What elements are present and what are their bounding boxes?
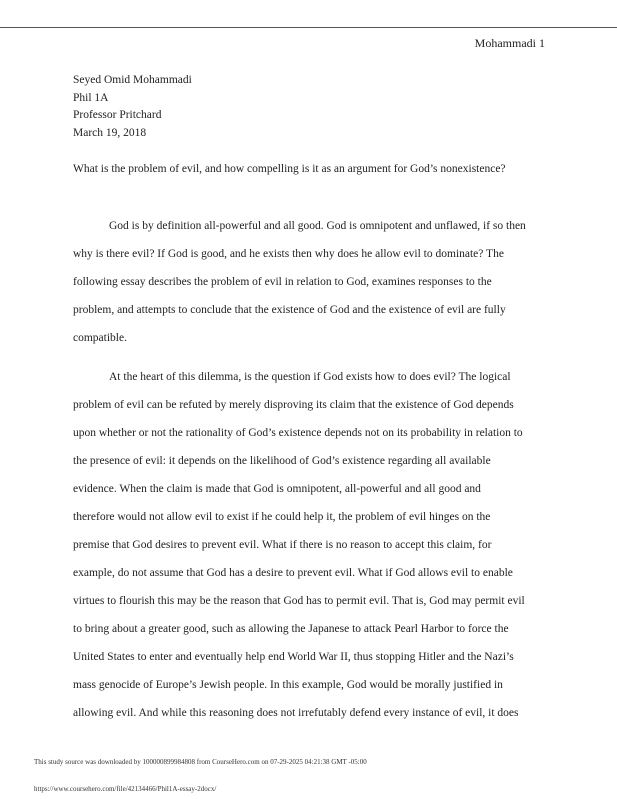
essay-question: What is the problem of evil, and how compelling is it as an argument for God’s nonexistence? bbox=[73, 163, 506, 175]
top-rule bbox=[0, 27, 617, 28]
mla-heading bbox=[73, 72, 192, 142]
paragraph-line: God is by definition all-powerful and all good. God is omnipotent and unflawed, if so then bbox=[109, 220, 526, 232]
running-header: Mohammadi 1 bbox=[474, 36, 545, 50]
paragraph-line: United States to enter and eventually help end World War II, thus stopping Hitler and the Nazi’s bbox=[73, 651, 514, 663]
paragraph-line: therefore would not allow evil to exist if he could help it, the problem of evil hinges on the bbox=[73, 511, 491, 523]
paragraph-1 bbox=[73, 212, 547, 352]
paragraph-line: evidence. When the claim is made that God is omnipotent, all-powerful and all good and bbox=[73, 483, 481, 495]
paragraph-line: allowing evil. And while this reasoning does not irrefutably defend every instance of evil, it does bbox=[73, 707, 519, 719]
download-notice: This study source was downloaded by 100000899984808 from CourseHero.com on 07-29-2025 04:21:38 GMT -05:00 bbox=[34, 758, 367, 766]
paragraph-line: At the heart of this dilemma, is the question if God exists how to does evil? The logical bbox=[109, 371, 511, 383]
author-name: Seyed Omid Mohammadi bbox=[73, 74, 192, 86]
paragraph-line: problem of evil can be refuted by merely disproving its claim that the existence of God depends bbox=[73, 399, 514, 411]
paragraph-line: premise that God desires to prevent evil. What if there is no reason to accept this claim, for bbox=[73, 539, 492, 551]
paragraph-2 bbox=[73, 363, 547, 727]
paragraph-line: upon whether or not the rationality of God’s existence depends not on its probability in relation to bbox=[73, 427, 523, 439]
paragraph-line: the presence of evil: it depends on the likelihood of God’s existence regarding all available bbox=[73, 455, 491, 467]
essay-date: March 19, 2018 bbox=[73, 126, 147, 139]
paragraph-line: following essay describes the problem of evil in relation to God, examines responses to the bbox=[73, 276, 492, 288]
source-url: https://www.coursehero.com/file/42134466/Phil1A-essay-2docx/ bbox=[34, 785, 217, 793]
paragraph-line: problem, and attempts to conclude that the existence of God and the existence of evil are fully bbox=[73, 304, 506, 316]
professor-name: Professor Pritchard bbox=[73, 109, 162, 121]
paragraph-line: why is there evil? If God is good, and he exists then why does he allow evil to dominate? The bbox=[73, 248, 504, 260]
paragraph-line: example, do not assume that God has a desire to prevent evil. What if God allows evil to enable bbox=[73, 567, 513, 579]
paragraph-line: compatible. bbox=[73, 332, 127, 344]
paragraph-line: virtues to flourish this may be the reason that God has to permit evil. That is, God may permit evil bbox=[73, 595, 525, 607]
course-name: Phil 1A bbox=[73, 91, 109, 104]
paragraph-line: mass genocide of Europe’s Jewish people. In this example, God would be morally justified in bbox=[73, 679, 503, 691]
paragraph-line: to bring about a greater good, such as allowing the Japanese to attack Pearl Harbor to force the bbox=[73, 623, 509, 635]
